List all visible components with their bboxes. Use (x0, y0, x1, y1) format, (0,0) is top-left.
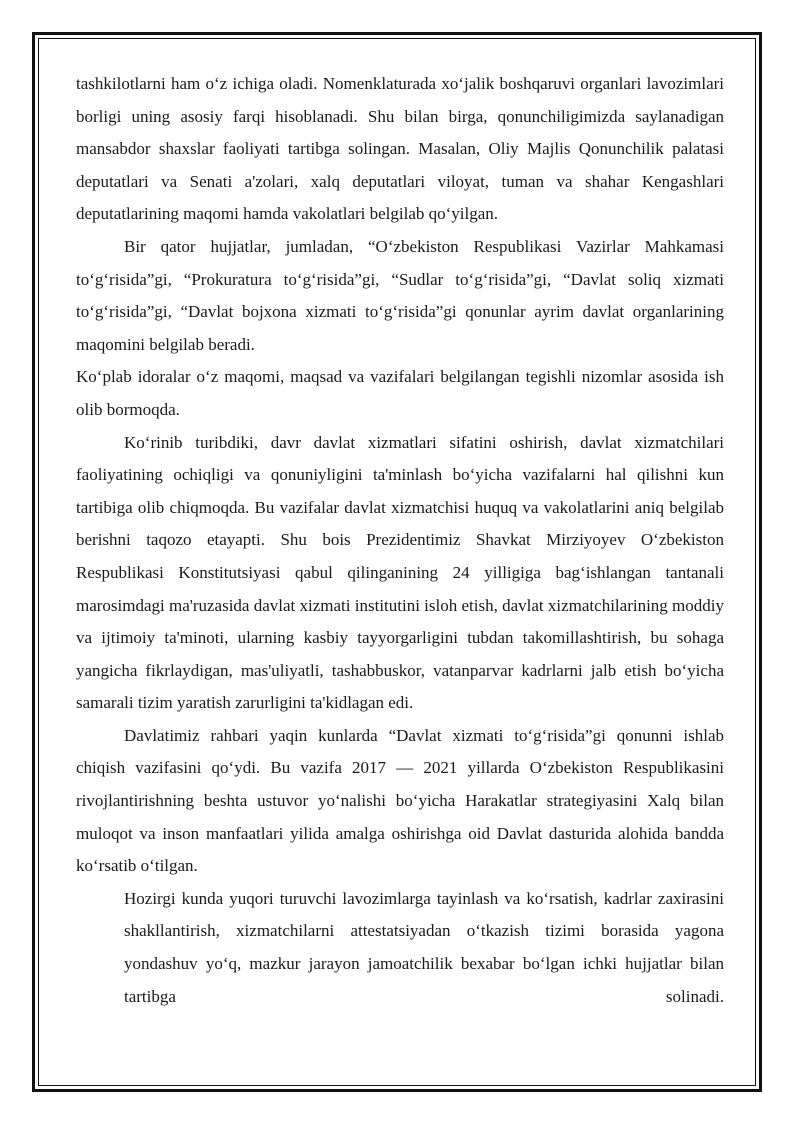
document-body (76, 68, 724, 1013)
paragraph-2: Bir qator hujjatlar, jumladan, “O‘zbekiston Respublikasi Vazirlar Mahkamasi to‘g‘risida”gi, “Prokuratura to‘g‘risida”gi, “Sudlar to‘g‘risida”gi, “Davlat soliq xizmati to‘g‘risida”gi, “Davlat bojxona xizmati to‘g‘risida”gi qonunlar ayrim davlat organlarining maqomini belgilab beradi. (76, 236, 724, 354)
paragraph-3: Ko‘plab idoralar o‘z maqomi, maqsad va vazifalari belgilangan tegishli nizomlar asosida ish olib bormoqda. (76, 367, 724, 419)
paragraph-1: tashkilotlarni ham o‘z ichiga oladi. Nomenklaturada xo‘jalik boshqaruvi organlari lavozimlari borligi uning asosiy farqi hisoblanadi. Shu bilan birga, qonunchiligimizda saylanadigan mansabdor shaxslar faoliyati tartibga solingan. Masalan, Oliy Majlis Qonunchilik palatasi deputatlari va Senati a'zolari, xalq deputatlari viloyat, tuman va shahar Kengashlari deputatlarining maqomi hamda vakolatlari belgilab qo‘yilgan. (76, 74, 724, 224)
paragraph-5: Davlatimiz rahbari yaqin kunlarda “Davlat xizmati to‘g‘risida”gi qonunni ishlab chiqish vazifasini qo‘ydi. Bu vazifa 2017 — 2021 yillarda O‘zbekiston Respublikasini rivojlantirishning beshta ustuvor yo‘nalishi bo‘yicha Harakatlar strategiyasini Xalq bilan muloqot va inson manfaatlari yilida amalga oshirishga oid Davlat dasturida alohida bandda ko‘rsatib o‘tilgan. (76, 725, 724, 876)
paragraph-6: Hozirgi kunda yuqori turuvchi lavozimlarga tayinlash va ko‘rsatish, kadrlar zaxirasini shakllantirish, xizmatchilarni attestatsiyadan o‘tkazish tizimi borasida yagona yondashuv yo‘q, mazkur jarayon jamoatchilik bexabar bo‘lgan ichki hujjatlar bilan tartibga solinadi. (124, 888, 724, 1006)
paragraph-4: Ko‘rinib turibdiki, davr davlat xizmatlari sifatini oshirish, davlat xizmatchilari faoliyatining ochiqligi va qonuniyligini ta'minlash bo‘yicha vazifalarni hal qilishni kun tartibiga olib chiqmoqda. Bu vazifalar davlat xizmatchisi huquq va vakolatlarini aniq belgilab berishni taqozo etayapti. Shu bois Prezidentimiz Shavkat Mirziyoyev O‘zbekiston Respublikasi Konstitutsiyasi qabul qilinganining 24 yilligiga bag‘ishlangan tantanali marosimdagi ma'ruzasida davlat xizmati institutini isloh etish, davlat xizmatchilarining moddiy va ijtimoiy ta'minoti, ularning kasbiy tayyorgarligini tubdan takomillashtirish, bu sohaga yangicha fikrlaydigan, mas'uliyatli, tashabbuskor, vatanparvar kadrlarni jalb etish bo‘yicha samarali tizim yaratish zarurligini ta'kidlagan edi. (76, 432, 724, 713)
